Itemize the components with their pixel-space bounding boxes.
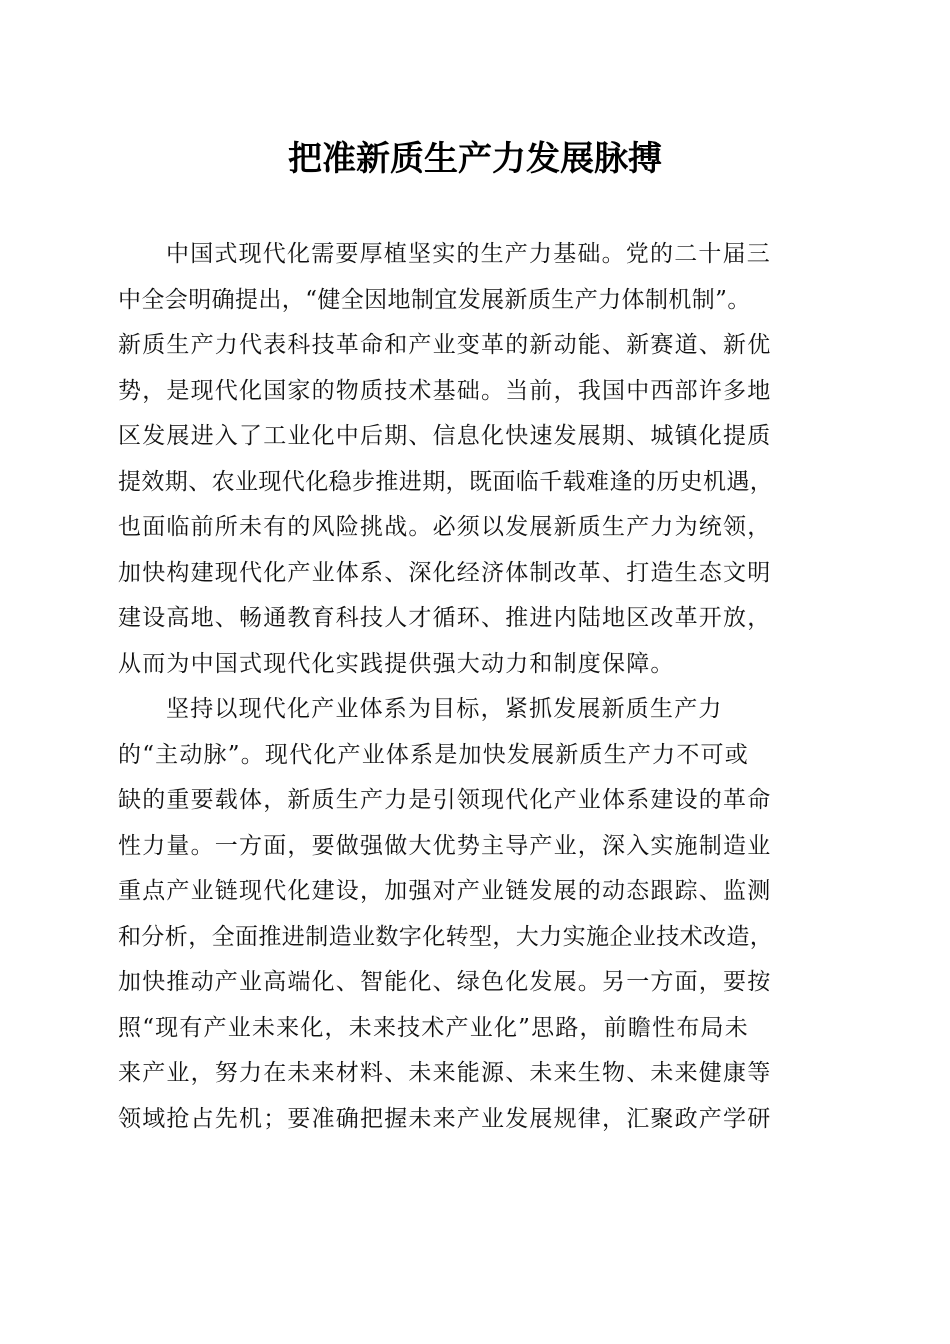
paragraph-1-line-6: 提效期、农业现代化稳步推进期，既面临千载难逢的历史机遇， xyxy=(118,468,774,495)
paragraph-2-line-1: 坚持以现代化产业体系为目标，紧抓发展新质生产力 xyxy=(166,696,723,722)
paragraph-1-line-5: 区发展进入了工业化中后期、信息化快速发展期、城镇化提质 xyxy=(118,423,772,449)
paragraph-2-line-6: 和分析，全面推进制造业数字化转型，大力实施企业技术改造， xyxy=(118,923,774,950)
paragraph-1-line-1: 中国式现代化需要厚植坚实的生产力基础。党的二十届三 xyxy=(166,241,771,267)
paragraph-2-line-9: 来产业，努力在未来材料、未来能源、未来生物、未来健康等 xyxy=(118,1060,772,1086)
document-body xyxy=(118,232,838,1142)
paragraph-1-line-8: 加快构建现代化产业体系、深化经济体制改革、打造生态文明 xyxy=(118,559,772,586)
document-title: 把准新质生产力发展脉搏 xyxy=(288,139,662,179)
paragraph-2-line-7: 加快推动产业高端化、智能化、绿色化发展。另一方面，要按 xyxy=(118,969,772,995)
paragraph-1-line-3: 新质生产力代表科技革命和产业变革的新动能、新赛道、新优 xyxy=(118,332,772,358)
paragraph-1-line-7: 也面临前所未有的风险挑战。必须以发展新质生产力为统领， xyxy=(118,514,772,540)
paragraph-1-line-9: 建设高地、畅通教育科技人才循环、推进内陆地区改革开放， xyxy=(118,605,772,631)
paragraph-2-line-8: 照“现有产业未来化，未来技术产业化”思路，前瞻性布局未 xyxy=(118,1014,749,1041)
paragraph-2-line-2: 的“主动脉”。现代化产业体系是加快发展新质生产力不可或 xyxy=(118,741,749,768)
paragraph-1-line-4: 势，是现代化国家的物质技术基础。当前，我国中西部许多地 xyxy=(118,377,772,404)
paragraph-2-line-3: 缺的重要载体，新质生产力是引领现代化产业体系建设的革命 xyxy=(118,787,772,813)
paragraph-1-line-2: 中全会明确提出，“健全因地制宜发展新质生产力体制机制”。 xyxy=(118,286,751,313)
paragraph-1-line-10: 从而为中国式现代化实践提供强大动力和制度保障。 xyxy=(118,650,675,677)
paragraph-2-line-10: 领域抢占先机；要准确把握未来产业发展规律，汇聚政产学研 xyxy=(118,1105,772,1132)
paragraph-2-line-5: 重点产业链现代化建设，加强对产业链发展的动态跟踪、监测 xyxy=(118,878,772,904)
paragraph-2-line-4: 性力量。一方面，要做强做大优势主导产业，深入实施制造业 xyxy=(118,832,772,859)
